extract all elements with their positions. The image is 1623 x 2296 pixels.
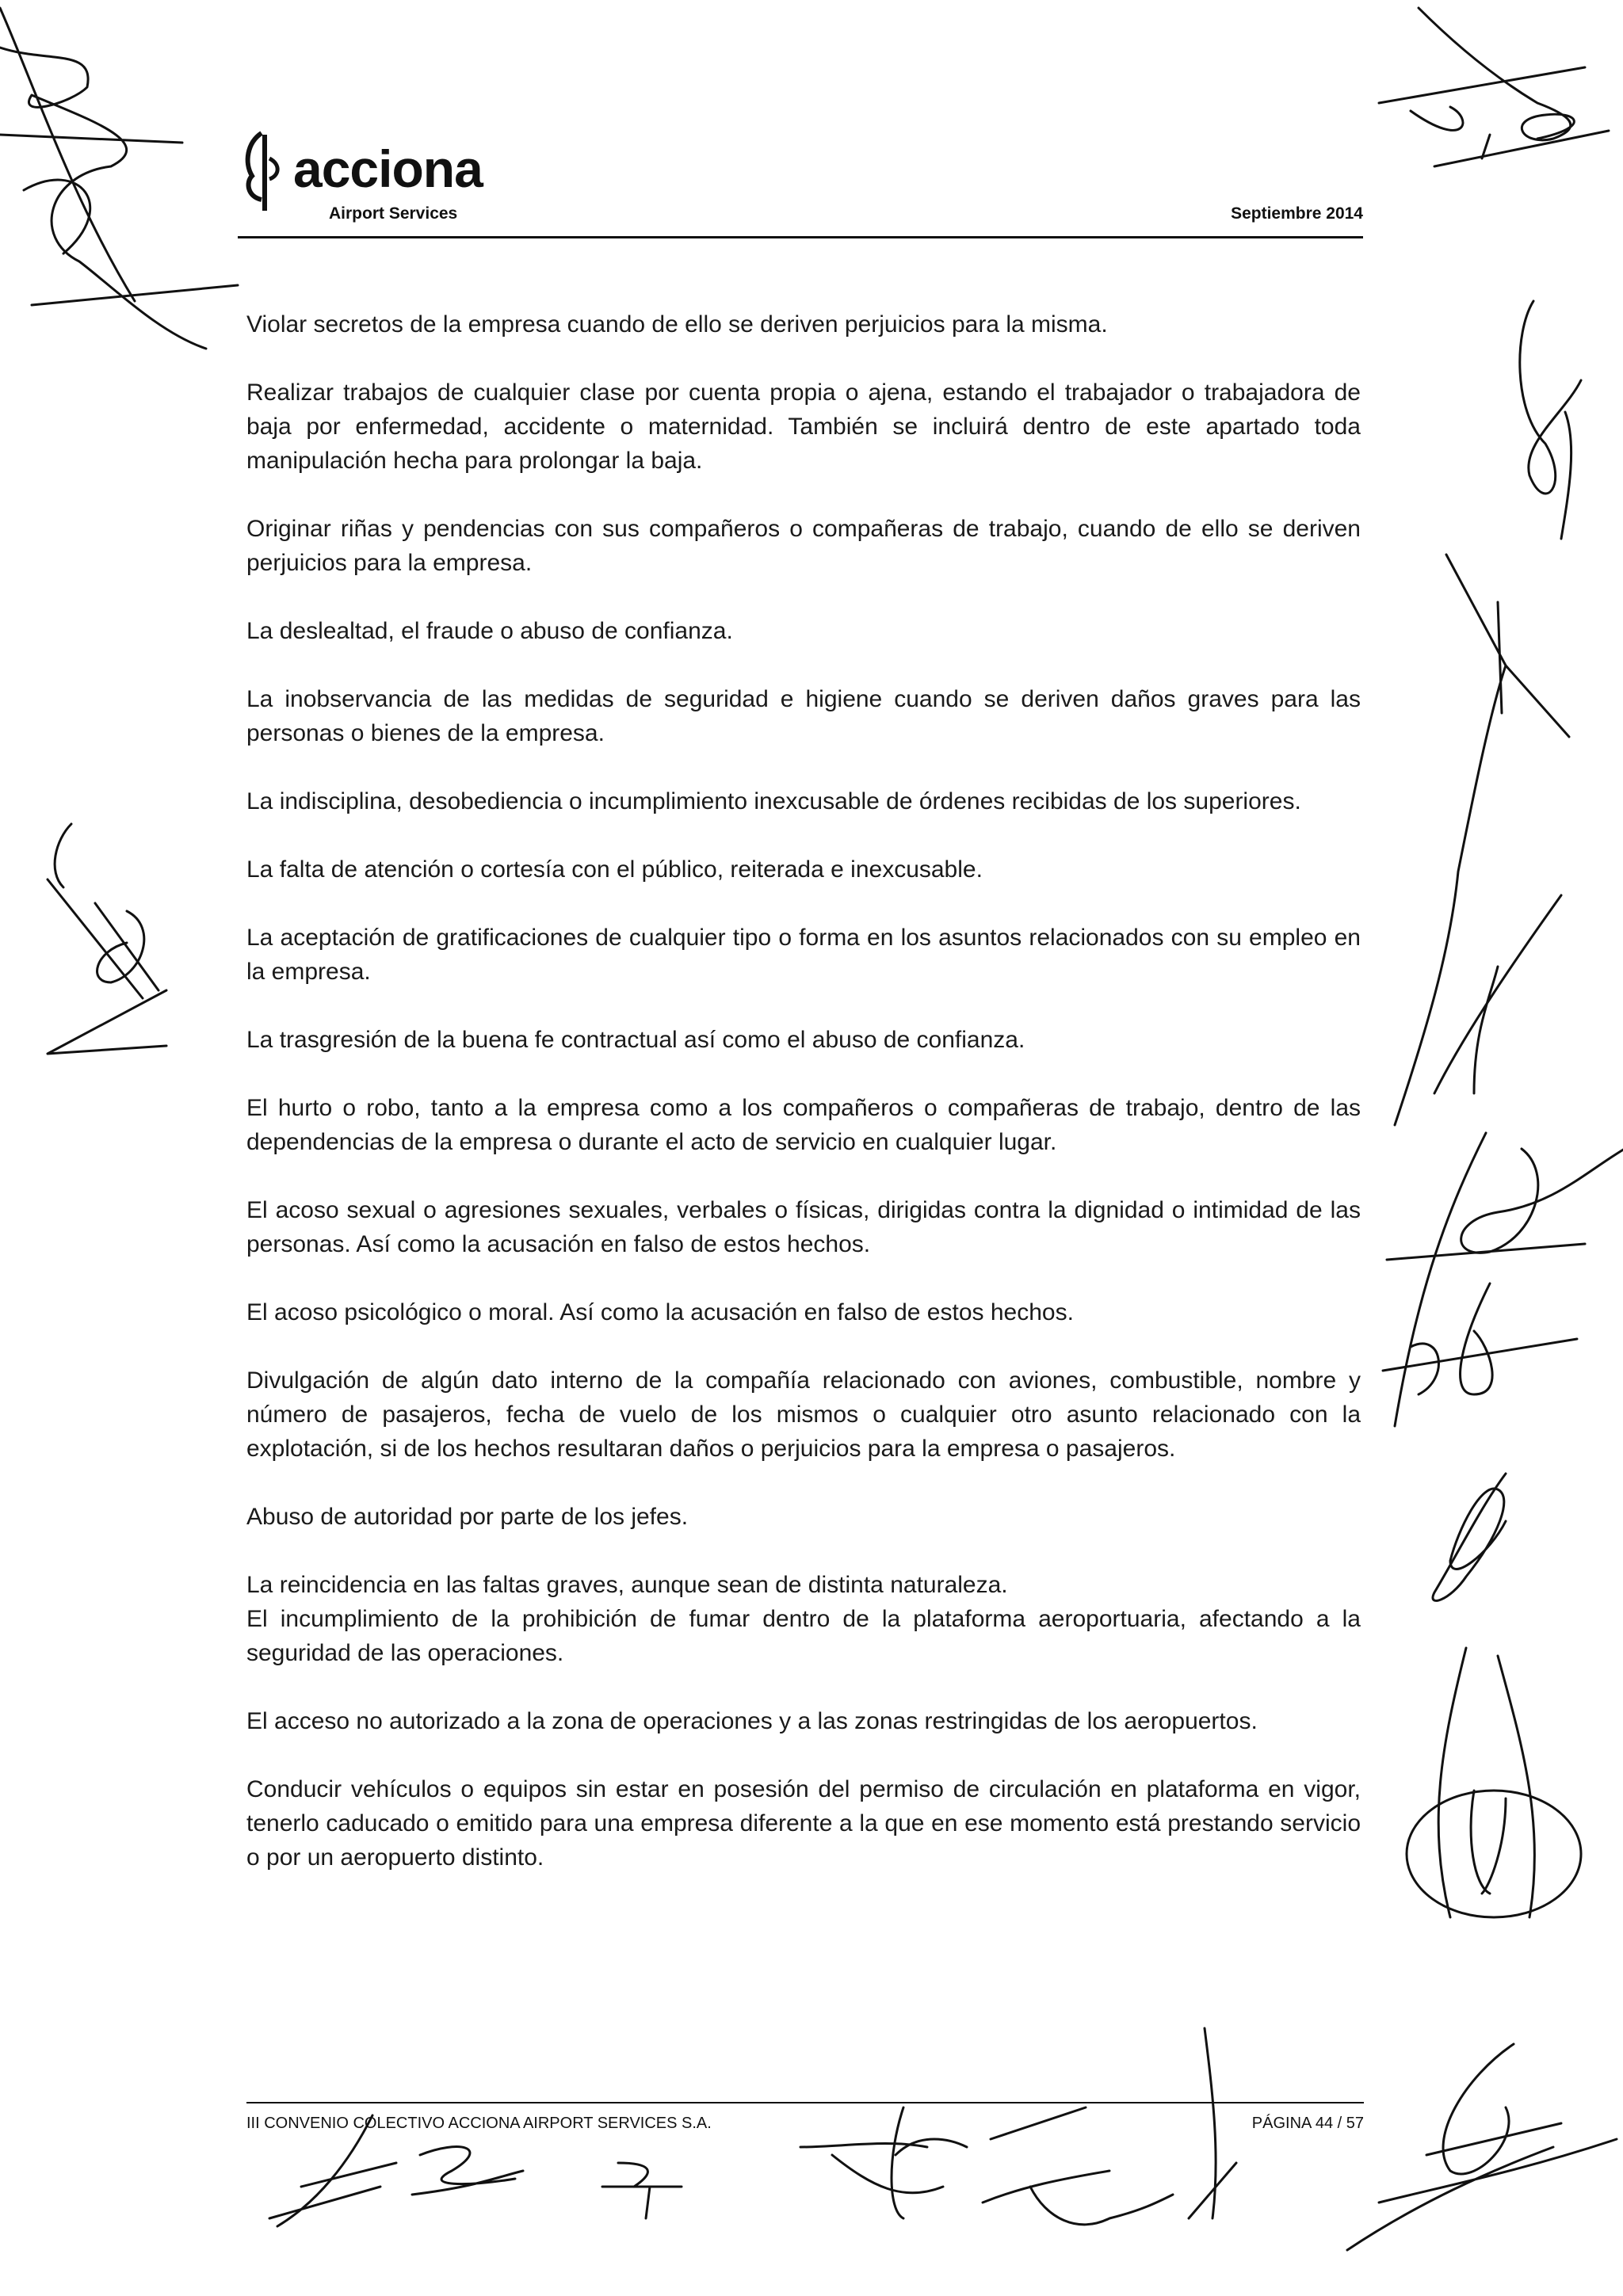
- signature-right-margin: [1395, 301, 1581, 1125]
- paragraph: Divulgación de algún dato interno de la compañía relacionado con aviones, combustible, nombre y número de pasajeros, fecha de vuelo de los mismos o cualquier otro asunto relacionado con la explotación, si de los hechos resultaran daños o perjuicios para la empresa o pasajeros.: [246, 1367, 1361, 1462]
- signature-bottom-right: [1347, 2044, 1617, 2250]
- page-header: [238, 103, 1363, 242]
- document-body: [246, 307, 1361, 1909]
- paragraph: Realizar trabajos de cualquier clase por cuenta propia o ajena, estando el trabajador o trabajadora de baja por enfermedad, accidente o maternidad. También se incluirá dentro de este apartado toda manipulación hecha para prolongar la baja.: [246, 379, 1361, 474]
- signature-top-left: [0, 8, 238, 349]
- acciona-tree-icon: [238, 127, 293, 214]
- signature-right-oval: [1407, 1791, 1581, 1917]
- paragraph: La indisciplina, desobediencia o incumplimiento inexcusable de órdenes recibidas de los superiores.: [246, 788, 1301, 814]
- header-rule: [238, 236, 1363, 238]
- signature-left-middle: [48, 824, 166, 1054]
- signature-top-right: [1379, 8, 1609, 166]
- paragraph: La inobservancia de las medidas de seguridad e higiene cuando se deriven daños graves para las personas o bienes de la empresa.: [246, 686, 1361, 746]
- acciona-logo: [238, 103, 555, 222]
- signature-right-middle: [1383, 1133, 1623, 1426]
- paragraph: El acoso psicológico o moral. Así como la acusación en falso de estos hechos.: [246, 1299, 1074, 1325]
- footer-page-number: PÁGINA 44 / 57: [1251, 2115, 1364, 2132]
- page-footer: [246, 2102, 1364, 2149]
- paragraph: La falta de atención o cortesía con el público, reiterada e inexcusable.: [246, 856, 983, 883]
- logo-name: acciona: [293, 139, 483, 198]
- paragraph: Originar riñas y pendencias con sus compañeros o compañeras de trabajo, cuando de ello se deriven perjuicios para la empresa.: [246, 516, 1361, 576]
- header-date: Septiembre 2014: [1231, 204, 1363, 223]
- footer-document-title: III CONVENIO COLECTIVO ACCIONA AIRPORT SERVICES S.A.: [246, 2115, 712, 2132]
- logo-subtitle: Airport Services: [329, 204, 458, 223]
- footer-rule: [246, 2102, 1364, 2103]
- paragraph: La aceptación de gratificaciones de cualquier tipo o forma en los asuntos relacionados con su empleo en la empresa.: [246, 925, 1361, 985]
- paragraph: Conducir vehículos o equipos sin estar en posesión del permiso de circulación en plataforma en vigor, tenerlo caducado o emitido para una empresa diferente a la que en ese momento está prestando servicio o por un aeropuerto distinto.: [246, 1776, 1361, 1871]
- paragraph: Violar secretos de la empresa cuando de ello se deriven perjuicios para la misma.: [246, 311, 1108, 338]
- paragraph: El acceso no autorizado a la zona de operaciones y a las zonas restringidas de los aeropuertos.: [246, 1708, 1258, 1734]
- signature-right-loops: [1433, 1474, 1506, 1600]
- paragraph: La deslealtad, el fraude o abuso de confianza.: [246, 618, 733, 644]
- paragraph: La trasgresión de la buena fe contractual así como el abuso de confianza.: [246, 1027, 1025, 1053]
- paragraph: Abuso de autoridad por parte de los jefes.: [246, 1504, 689, 1530]
- paragraph: El incumplimiento de la prohibición de fumar dentro de la plataforma aeroportuaria, afectando a la seguridad de las operaciones.: [246, 1606, 1361, 1666]
- paragraph: El hurto o robo, tanto a la empresa como a los compañeros o compañeras de trabajo, dentro de las dependencias de la empresa o durante el acto de servicio en cualquier lugar.: [246, 1095, 1361, 1155]
- paragraph: El acoso sexual o agresiones sexuales, verbales o físicas, dirigidas contra la dignidad o intimidad de las personas. Así como la acusación en falso de estos hechos.: [246, 1197, 1361, 1257]
- paragraph: La reincidencia en las faltas graves, aunque sean de distinta naturaleza.: [246, 1572, 1008, 1598]
